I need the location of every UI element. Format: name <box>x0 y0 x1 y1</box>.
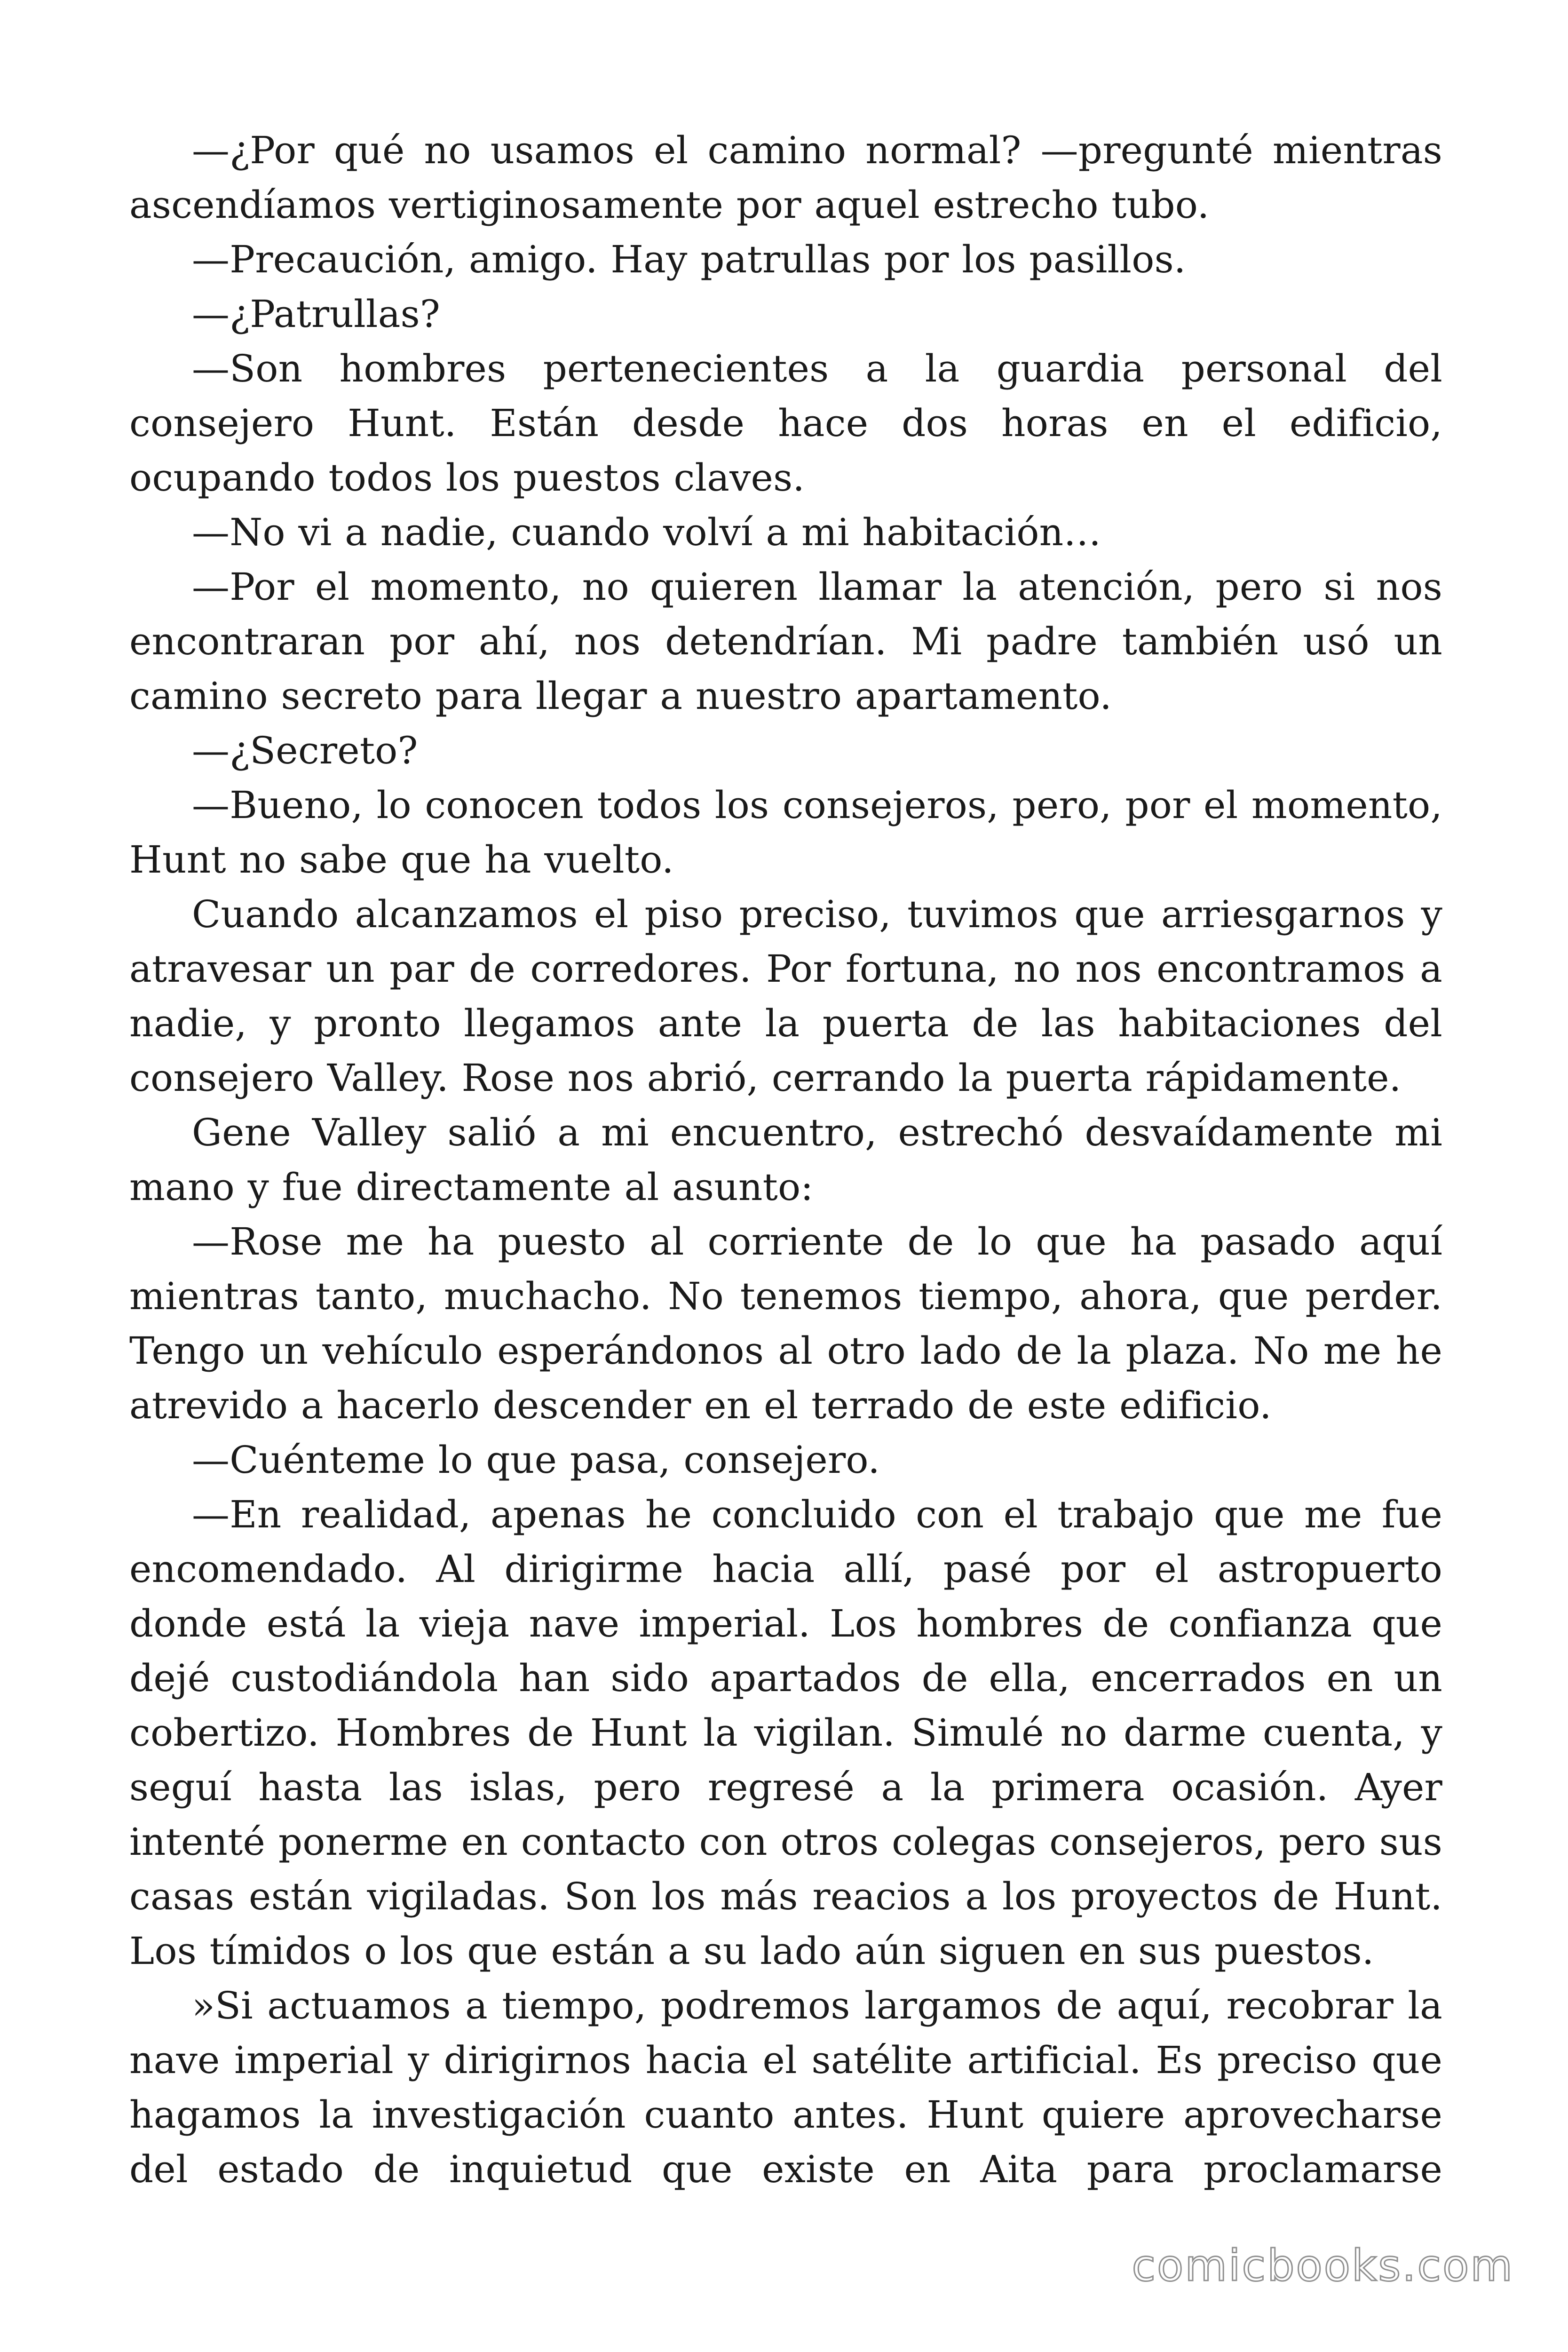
paragraph: —¿Por qué no usamos el camino normal? —pregunté mientras ascendíamos vertiginosamente por aquel estrecho tubo. <box>129 128 1442 227</box>
paragraph: —¿Secreto? <box>192 729 418 772</box>
paragraph: Gene Valley salió a mi encuentro, estrechó desvaídamente mi mano y fue directamente al asunto: <box>129 1111 1442 1209</box>
paragraph: —Son hombres pertenecientes a la guardia personal del consejero Hunt. Están desde hace dos horas en el edificio, ocupando todos los puestos claves. <box>129 347 1442 500</box>
paragraph: Cuando alcanzamos el piso preciso, tuvimos que arriesgarnos y atravesar un par de corredores. Por fortuna, no nos encontramos a nadie, y pronto llegamos ante la puerta de las habitaciones del consejero Valley. Rose nos abrió, cerrando la puerta rápidamente. <box>129 892 1442 1100</box>
paragraph: —Por el momento, no quieren llamar la atención, pero si nos encontraran por ahí, nos detendrían. Mi padre también usó un camino secreto para llegar a nuestro apartamento. <box>129 565 1442 718</box>
paragraph: —Precaución, amigo. Hay patrullas por los pasillos. <box>192 238 1186 281</box>
paragraph: »Si actuamos a tiempo, podremos largamos de aquí, recobrar la nave imperial y dirigirnos hacia el satélite artificial. Es preciso que hagamos la investigación cuanto antes. Hunt quiere aprovecharse del estado de inquietud que existe en Aita para proclamarse <box>129 1984 1442 2191</box>
paragraph: —Bueno, lo conocen todos los consejeros, pero, por el momento, Hunt no sabe que ha vuelto. <box>129 783 1442 882</box>
paragraph: —¿Patrullas? <box>192 292 440 336</box>
paragraph: —Cuénteme lo que pasa, consejero. <box>192 1438 880 1482</box>
paragraph: —En realidad, apenas he concluido con el trabajo que me fue encomendado. Al dirigirme hacia allí, pasé por el astropuerto donde está la vieja nave imperial. Los hombres de confianza que dejé custodiándola han sido apartados de ella, encerrados en un cobertizo. Hombres de Hunt la vigilan. Simulé no darme cuenta, y seguí hasta las islas, pero regresé a la primera ocasión. Ayer intenté ponerme en contacto con otros colegas consejeros, pero sus casas están vigiladas. Son los más reacios a los proyectos de Hunt. Los tímidos o los que están a su lado aún siguen en sus puestos. <box>129 1493 1442 1973</box>
watermark: comicbooks.com <box>1132 2241 1514 2291</box>
paragraph: —Rose me ha puesto al corriente de lo que ha pasado aquí mientras tanto, muchacho. No tenemos tiempo, ahora, que perder. Tengo un vehículo esperándonos al otro lado de la plaza. No me he atrevido a hacerlo descender en el terrado de este edificio. <box>129 1220 1442 1427</box>
paragraph: —No vi a nadie, cuando volví a mi habitación… <box>192 510 1101 554</box>
page-text <box>129 123 1442 2197</box>
